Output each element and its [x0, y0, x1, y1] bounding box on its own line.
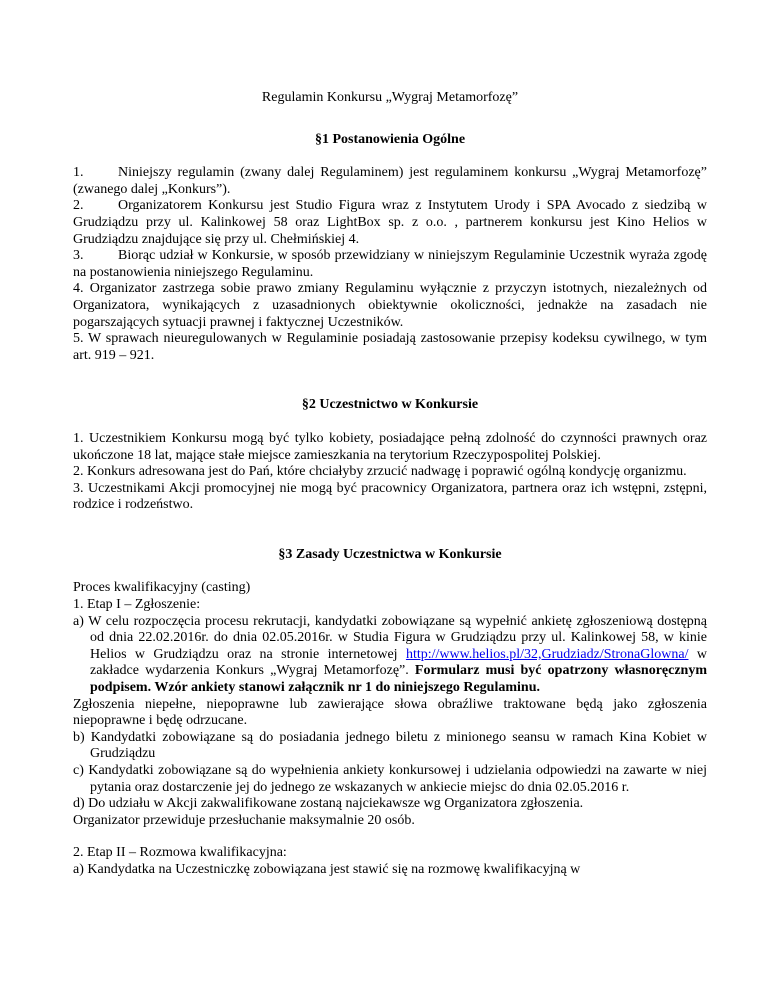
section-3-heading: §3 Zasady Uczestnictwa w Konkursie [278, 546, 502, 562]
s2-paragraph-3: 3. Uczestnikami Akcji promocyjnej nie mogą być pracownicy Organizatora, partnera oraz ich wstępni, zstępni, rodzice i rodzeństwo. [73, 480, 707, 513]
s3-stage-1: 1. Etap I – Zgłoszenie: [73, 597, 201, 613]
s1-paragraph-1 [73, 165, 707, 198]
s3-item-a-text: a) W celu rozpoczęcia procesu rekrutacji, kandydatki zobowiązane są wypełnić ankietę zgłoszeniową dostępną od dnia 22.02.2016r. do dnia 02.05.2016r. w Studia Figura w Grudziądzu przy ul. Kalinkowej 58, w kinie Helios w Grudziądzu oraz na stronie internetowej [73, 613, 707, 662]
s1-paragraph-3 [73, 248, 707, 281]
s1-p2-text: Organizatorem Konkursu jest Studio Figura wraz z Instytutem Urody i SPA Avocado z siedzibą w Grudziądzu przy ul. Kalinkowej 58 oraz LightBox sp. z o.o. , partnerem konkursu jest Kino Helios w Grudziądzu znajdujące się przy ul. Chełmińskiej 4. [73, 198, 707, 247]
s1-p1-number: 1. [73, 165, 84, 181]
s3-item-a [73, 614, 707, 697]
document-content [73, 90, 707, 879]
s3-max-note: Organizator przewiduje przesłuchanie maksymalnie 20 osób. [73, 812, 415, 828]
s3-stage-2-item-a: a) Kandydatka na Uczestniczkę zobowiązana jest stawić się na rozmowę kwalifikacyjną w [73, 861, 581, 877]
s3-stage-2: 2. Etap II – Rozmowa kwalifikacyjna: [73, 845, 287, 861]
s3-item-a-text-2: w zakładce wydarzenia Konkurs „Wygraj Metamorfozę”. [90, 646, 707, 679]
s1-paragraph-2 [73, 198, 707, 248]
s1-paragraph-5: 5. W sprawach nieuregulowanych w Regulaminie posiadają zastosowanie przepisy kodeksu cywilnego, w tym art. 919 – 921. [73, 331, 707, 363]
section-1-heading: §1 Postanowienia Ogólne [314, 131, 466, 147]
s1-p2-number: 2. [73, 198, 84, 214]
s2-paragraph-2: 2. Konkurs adresowana jest do Pań, które chciałyby zrzucić nadwagę i poprawić ogólną kondycję organizmu. [73, 464, 687, 480]
s1-p3-number: 3. [73, 248, 84, 264]
s3-intro: Proces kwalifikacyjny (casting) [73, 580, 251, 596]
s1-p1-text: Niniejszy regulamin (zwany dalej Regulaminem) jest regulaminem konkursu „Wygraj Metamorfozę” (zwanego dalej „Konkurs”). [73, 165, 707, 197]
s3-item-c: c) Kandydatki zobowiązane są do wypełnienia ankiety konkursowej i udzielania odpowiedzi na zawarte w niej pytania oraz dostarczenie jej do jednego ze wskazanych w ankiecie miejsc do dnia 02.05.2016 r. [73, 763, 707, 795]
s1-p3-text: Biorąc udział w Konkursie, w sposób przewidziany w niniejszym Regulaminie Uczestnik wyraża zgodę na postanowienia niniejszego Regulaminu. [73, 248, 707, 280]
section-2-heading: §2 Uczestnictwo w Konkursie [301, 397, 479, 413]
s3-item-b: b) Kandydatki zobowiązane są do posiadania jednego biletu z minionego seansu w ramach Kina Kobiet w Grudziądzu [73, 729, 707, 762]
s3-item-d: d) Do udziału w Akcji zakwalifikowane zostaną najciekawsze wg Organizatora zgłoszenia. [73, 796, 584, 812]
s1-paragraph-4: 4. Organizator zastrzega sobie prawo zmiany Regulaminu wyłącznie z przyczyn istotnych, niezależnych od Organizatora, wynikających z uzasadnionych obiektywnie okoliczności, jednakże na zasadach nie pogarszających sytuacji prawnej i faktycznej Uczestników. [73, 281, 707, 330]
s3-incomplete-note: Zgłoszenia niepełne, niepoprawne lub zawierające słowa obraźliwe traktowane będą jako zgłoszenia niepoprawne i będę odrzucane. [73, 696, 707, 729]
s3-item-a-bold-note: Formularz musi być opatrzony własnoręcznym podpisem. Wzór ankiety stanowi załącznik nr 1 do niniejszego Regulaminu. [90, 663, 708, 696]
document-title: Regulamin Konkursu „Wygraj Metamorfozę” [261, 90, 519, 105]
s2-paragraph-1: 1. Uczestnikiem Konkursu mogą być tylko kobiety, posiadające pełną zdolność do czynności prawnych oraz ukończone 18 lat, mające stałe miejsce zamieszkania na terytorium Rzeczypospolitej Polskiej. [73, 430, 707, 463]
helios-website-link[interactable]: http://www.helios.pl/32,Grudziadz/StronaGlowna/ [405, 646, 689, 662]
